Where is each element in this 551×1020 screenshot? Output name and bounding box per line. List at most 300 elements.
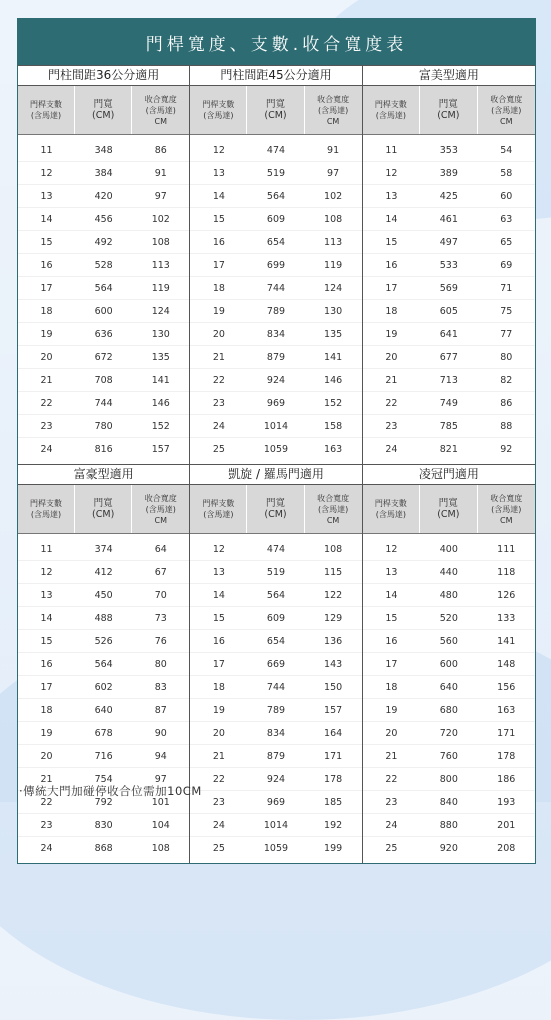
count-cell: 22 <box>40 397 53 409</box>
folded-width-cell: 101 <box>151 796 170 808</box>
table-group <box>18 65 190 464</box>
folded-width-cell: 80 <box>500 351 513 363</box>
width-cell: 474 <box>266 144 286 156</box>
count-cell: 13 <box>385 190 398 202</box>
width-cell: 600 <box>439 658 458 670</box>
folded-width-cell: 65 <box>500 236 513 248</box>
folded-width-cell: 152 <box>324 397 343 409</box>
table-row <box>363 369 535 392</box>
table-group <box>363 65 535 464</box>
count-cell: 15 <box>40 635 53 647</box>
count-cell: 12 <box>212 144 225 156</box>
count-cell: 12 <box>385 167 398 179</box>
width-cell: 1059 <box>263 443 289 455</box>
width-table-sheet <box>17 18 536 864</box>
width-cell: 880 <box>439 819 458 831</box>
width-cell: 526 <box>94 635 113 647</box>
width-cell: 672 <box>94 351 113 363</box>
page-title: 門桿寬度、支數.收合寬度表 <box>18 19 535 65</box>
count-cell: 24 <box>212 819 225 831</box>
folded-width-cell: 122 <box>324 589 343 601</box>
folded-width-cell: 113 <box>324 236 343 248</box>
folded-width-cell: 86 <box>500 397 513 409</box>
width-cell: 789 <box>266 704 286 716</box>
width-cell: 450 <box>94 589 113 601</box>
folded-width-cell: 60 <box>500 190 513 202</box>
count-cell: 20 <box>212 727 225 739</box>
table-row <box>18 231 189 254</box>
folded-width-cell: 97 <box>327 167 340 179</box>
table-row <box>363 438 535 460</box>
count-header: 門桿支數 (含馬達) <box>363 485 420 533</box>
folded-width-cell: 88 <box>500 420 513 432</box>
folded-width-cell: 157 <box>324 704 343 716</box>
folded-width-cell: 171 <box>324 750 343 762</box>
table-row <box>363 277 535 300</box>
table-row <box>363 630 535 653</box>
table-body <box>18 135 189 464</box>
count-header: 門桿支數 (含馬達) <box>190 485 247 533</box>
width-cell: 640 <box>94 704 113 716</box>
table-row <box>190 438 361 460</box>
width-cell: 785 <box>439 420 458 432</box>
width-cell: 520 <box>439 612 458 624</box>
folded-width-cell: 82 <box>500 374 513 386</box>
width-cell: 834 <box>266 328 286 340</box>
width-cell: 564 <box>266 589 286 601</box>
folded-width-cell: 113 <box>151 259 170 271</box>
group-title: 凌冠門適用 <box>363 464 535 485</box>
width-cell: 816 <box>94 443 113 455</box>
width-cell: 720 <box>439 727 458 739</box>
count-cell: 18 <box>212 282 225 294</box>
folded-width-cell: 108 <box>324 543 343 555</box>
table-group <box>18 464 190 863</box>
table-body <box>363 135 535 464</box>
count-cell: 16 <box>385 259 398 271</box>
width-cell: 560 <box>439 635 458 647</box>
count-cell: 21 <box>40 773 53 785</box>
footnote: ·傳統大門加碰停收合位需加10CM <box>19 784 202 798</box>
table-row <box>363 699 535 722</box>
count-cell: 15 <box>40 236 53 248</box>
width-header: 門寬 (CM) <box>75 485 132 533</box>
width-cell: 669 <box>266 658 286 670</box>
count-cell: 23 <box>385 796 398 808</box>
table-row <box>190 814 361 837</box>
table-row <box>18 745 189 768</box>
width-cell: 792 <box>94 796 113 808</box>
folded-width-cell: 111 <box>497 543 516 555</box>
count-cell: 19 <box>212 704 225 716</box>
folded-width-cell: 135 <box>324 328 343 340</box>
width-cell: 564 <box>94 658 113 670</box>
width-cell: 789 <box>266 305 286 317</box>
table-row <box>363 185 535 208</box>
count-cell: 16 <box>212 236 225 248</box>
count-cell: 17 <box>212 259 225 271</box>
table-row <box>18 392 189 415</box>
table-row <box>190 768 361 791</box>
count-cell: 11 <box>40 543 53 555</box>
table-row <box>190 791 361 814</box>
width-cell: 528 <box>94 259 113 271</box>
table-row <box>18 277 189 300</box>
count-header: 門桿支數 (含馬達) <box>18 485 75 533</box>
group-title: 富豪型適用 <box>18 464 189 485</box>
count-cell: 22 <box>40 796 53 808</box>
width-cell: 680 <box>439 704 458 716</box>
column-header-row <box>18 485 189 534</box>
table-row <box>18 630 189 653</box>
count-cell: 25 <box>385 842 398 854</box>
folded-width-cell: 150 <box>324 681 343 693</box>
count-cell: 16 <box>212 635 225 647</box>
table-row <box>190 254 361 277</box>
table-row <box>363 139 535 162</box>
table-body <box>190 534 361 863</box>
table-row <box>190 630 361 653</box>
folded-width-header: 收合寬度 (含馬達) CM <box>144 493 177 525</box>
folded-width-cell: 178 <box>497 750 516 762</box>
folded-width-cell: 143 <box>324 658 343 670</box>
count-cell: 12 <box>212 543 225 555</box>
width-cell: 713 <box>439 374 458 386</box>
folded-width-cell: 69 <box>500 259 513 271</box>
width-cell: 348 <box>94 144 113 156</box>
folded-width-cell: 126 <box>497 589 516 601</box>
folded-width-cell: 63 <box>500 213 513 225</box>
count-cell: 14 <box>385 213 398 225</box>
table-row <box>190 139 361 162</box>
table-body <box>190 135 361 464</box>
count-cell: 20 <box>385 727 398 739</box>
table-row <box>190 300 361 323</box>
width-header: 門寬 (CM) <box>420 485 477 533</box>
folded-width-cell: 201 <box>497 819 516 831</box>
count-cell: 13 <box>40 589 53 601</box>
width-cell: 374 <box>94 543 113 555</box>
count-cell: 22 <box>385 773 398 785</box>
width-cell: 969 <box>266 796 286 808</box>
count-cell: 11 <box>40 144 53 156</box>
count-cell: 17 <box>40 282 53 294</box>
count-cell: 24 <box>385 819 398 831</box>
table-row <box>363 392 535 415</box>
count-cell: 14 <box>40 213 53 225</box>
table-row <box>18 814 189 837</box>
width-cell: 533 <box>439 259 458 271</box>
count-cell: 23 <box>212 397 225 409</box>
folded-width-cell: 86 <box>154 144 167 156</box>
folded-width-cell: 54 <box>500 144 513 156</box>
folded-width-cell: 83 <box>154 681 167 693</box>
table-row <box>190 837 361 859</box>
table-row <box>363 584 535 607</box>
width-cell: 609 <box>266 213 286 225</box>
count-cell: 22 <box>385 397 398 409</box>
width-cell: 924 <box>266 374 286 386</box>
folded-width-cell: 94 <box>154 750 167 762</box>
width-cell: 480 <box>439 589 458 601</box>
table-row <box>363 415 535 438</box>
count-cell: 17 <box>40 681 53 693</box>
count-cell: 13 <box>212 167 225 179</box>
table-row <box>190 745 361 768</box>
count-cell: 15 <box>385 612 398 624</box>
folded-width-cell: 73 <box>154 612 167 624</box>
width-cell: 744 <box>266 282 286 294</box>
table-row <box>363 607 535 630</box>
folded-width-header: 收合寬度 (含馬達) CM <box>317 493 350 525</box>
count-cell: 23 <box>385 420 398 432</box>
folded-width-cell: 178 <box>324 773 343 785</box>
table-row <box>190 208 361 231</box>
table-group <box>190 65 362 464</box>
count-cell: 17 <box>385 658 398 670</box>
folded-width-cell: 129 <box>324 612 343 624</box>
table-row <box>18 369 189 392</box>
folded-width-cell: 119 <box>324 259 343 271</box>
count-cell: 18 <box>212 681 225 693</box>
count-cell: 12 <box>40 167 53 179</box>
width-cell: 1014 <box>263 420 289 432</box>
folded-width-cell: 64 <box>154 543 167 555</box>
table-row <box>18 837 189 859</box>
table-row <box>190 607 361 630</box>
width-cell: 744 <box>266 681 286 693</box>
table-row <box>190 415 361 438</box>
table-row <box>363 162 535 185</box>
width-cell: 412 <box>94 566 113 578</box>
count-cell: 15 <box>212 213 225 225</box>
table-row <box>18 254 189 277</box>
width-cell: 640 <box>439 681 458 693</box>
table-body <box>363 534 535 863</box>
count-cell: 14 <box>40 612 53 624</box>
width-cell: 636 <box>94 328 113 340</box>
width-cell: 519 <box>266 167 286 179</box>
count-cell: 13 <box>212 566 225 578</box>
width-cell: 821 <box>439 443 458 455</box>
count-header: 門桿支數 (含馬達) <box>190 86 247 134</box>
table-group <box>363 464 535 863</box>
group-title: 門柱間距45公分適用 <box>190 65 361 86</box>
table-row <box>18 722 189 745</box>
count-cell: 21 <box>385 750 398 762</box>
table-row <box>18 323 189 346</box>
count-cell: 23 <box>40 420 53 432</box>
count-cell: 22 <box>212 374 225 386</box>
table-row <box>190 185 361 208</box>
folded-width-cell: 141 <box>324 351 343 363</box>
count-cell: 16 <box>385 635 398 647</box>
folded-width-cell: 130 <box>151 328 170 340</box>
width-cell: 716 <box>94 750 113 762</box>
column-header-row <box>363 485 535 534</box>
width-cell: 602 <box>94 681 113 693</box>
table-row <box>190 323 361 346</box>
width-cell: 456 <box>94 213 113 225</box>
width-cell: 754 <box>94 773 113 785</box>
folded-width-cell: 171 <box>497 727 516 739</box>
folded-width-cell: 141 <box>497 635 516 647</box>
count-cell: 20 <box>385 351 398 363</box>
table-row <box>190 722 361 745</box>
count-header: 門桿支數 (含馬達) <box>363 86 420 134</box>
count-cell: 17 <box>385 282 398 294</box>
table-row <box>363 837 535 859</box>
count-cell: 20 <box>212 328 225 340</box>
folded-width-header: 收合寬度 (含馬達) CM <box>490 94 523 126</box>
folded-width-cell: 124 <box>151 305 170 317</box>
table-row <box>18 415 189 438</box>
table-row <box>18 438 189 460</box>
table-row <box>18 346 189 369</box>
count-cell: 19 <box>385 328 398 340</box>
table-row <box>18 699 189 722</box>
table-row <box>363 346 535 369</box>
count-cell: 21 <box>212 750 225 762</box>
width-cell: 569 <box>439 282 458 294</box>
width-cell: 840 <box>439 796 458 808</box>
folded-width-cell: 133 <box>497 612 516 624</box>
folded-width-cell: 163 <box>324 443 343 455</box>
folded-width-cell: 91 <box>327 144 340 156</box>
table-row <box>190 584 361 607</box>
table-row <box>363 722 535 745</box>
folded-width-cell: 163 <box>497 704 516 716</box>
folded-width-cell: 77 <box>500 328 513 340</box>
width-cell: 708 <box>94 374 113 386</box>
column-header-row <box>18 86 189 135</box>
count-cell: 14 <box>385 589 398 601</box>
table-row <box>190 699 361 722</box>
width-header: 門寬 (CM) <box>420 86 477 134</box>
width-cell: 834 <box>266 727 286 739</box>
count-cell: 19 <box>385 704 398 716</box>
width-cell: 488 <box>94 612 113 624</box>
folded-width-cell: 146 <box>151 397 170 409</box>
folded-width-cell: 75 <box>500 305 513 317</box>
table-row <box>190 538 361 561</box>
width-cell: 760 <box>439 750 458 762</box>
table-row <box>18 139 189 162</box>
column-header-row <box>190 86 361 135</box>
table-row <box>190 653 361 676</box>
folded-width-cell: 70 <box>154 589 167 601</box>
folded-width-cell: 80 <box>154 658 167 670</box>
width-cell: 389 <box>439 167 458 179</box>
folded-width-cell: 115 <box>324 566 343 578</box>
width-cell: 1059 <box>263 842 289 854</box>
count-cell: 24 <box>40 443 53 455</box>
count-cell: 24 <box>40 842 53 854</box>
width-cell: 654 <box>266 635 286 647</box>
count-cell: 16 <box>40 259 53 271</box>
folded-width-cell: 152 <box>151 420 170 432</box>
table-section <box>18 65 535 464</box>
group-title: 凱旋 / 羅馬門適用 <box>190 464 361 485</box>
count-cell: 23 <box>212 796 225 808</box>
table-row <box>190 561 361 584</box>
table-row <box>363 208 535 231</box>
folded-width-cell: 87 <box>154 704 167 716</box>
width-cell: 605 <box>439 305 458 317</box>
group-title: 門柱間距36公分適用 <box>18 65 189 86</box>
table-row <box>18 561 189 584</box>
folded-width-cell: 67 <box>154 566 167 578</box>
count-cell: 19 <box>40 328 53 340</box>
table-row <box>18 208 189 231</box>
folded-width-cell: 71 <box>500 282 513 294</box>
table-row <box>190 346 361 369</box>
count-cell: 25 <box>212 443 225 455</box>
count-cell: 19 <box>212 305 225 317</box>
width-cell: 564 <box>94 282 113 294</box>
table-row <box>18 676 189 699</box>
folded-width-cell: 118 <box>497 566 516 578</box>
width-cell: 749 <box>439 397 458 409</box>
table-row <box>363 676 535 699</box>
table-row <box>190 369 361 392</box>
width-header: 門寬 (CM) <box>247 86 304 134</box>
folded-width-cell: 199 <box>324 842 343 854</box>
width-cell: 879 <box>266 351 286 363</box>
count-cell: 11 <box>385 144 398 156</box>
width-cell: 420 <box>94 190 113 202</box>
folded-width-header: 收合寬度 (含馬達) CM <box>144 94 177 126</box>
width-cell: 677 <box>439 351 458 363</box>
folded-width-cell: 92 <box>500 443 513 455</box>
width-header: 門寬 (CM) <box>75 86 132 134</box>
folded-width-cell: 185 <box>324 796 343 808</box>
table-row <box>190 231 361 254</box>
count-cell: 16 <box>40 658 53 670</box>
table-row <box>363 653 535 676</box>
count-cell: 22 <box>212 773 225 785</box>
count-cell: 13 <box>40 190 53 202</box>
table-row <box>363 323 535 346</box>
width-cell: 609 <box>266 612 286 624</box>
width-cell: 425 <box>439 190 458 202</box>
table-row <box>363 300 535 323</box>
table-sections <box>18 65 535 863</box>
width-cell: 440 <box>439 566 458 578</box>
width-cell: 654 <box>266 236 286 248</box>
folded-width-cell: 104 <box>151 819 170 831</box>
folded-width-cell: 208 <box>497 842 516 854</box>
folded-width-cell: 193 <box>497 796 516 808</box>
count-cell: 17 <box>212 658 225 670</box>
count-cell: 18 <box>40 704 53 716</box>
count-cell: 23 <box>40 819 53 831</box>
column-header-row <box>363 86 535 135</box>
count-cell: 18 <box>385 681 398 693</box>
table-row <box>190 277 361 300</box>
width-cell: 353 <box>439 144 458 156</box>
folded-width-cell: 108 <box>151 236 170 248</box>
width-cell: 384 <box>94 167 113 179</box>
table-row <box>18 185 189 208</box>
folded-width-cell: 192 <box>324 819 343 831</box>
count-cell: 24 <box>385 443 398 455</box>
table-row <box>363 254 535 277</box>
folded-width-cell: 124 <box>324 282 343 294</box>
width-cell: 678 <box>94 727 113 739</box>
table-row <box>190 162 361 185</box>
folded-width-cell: 108 <box>151 842 170 854</box>
